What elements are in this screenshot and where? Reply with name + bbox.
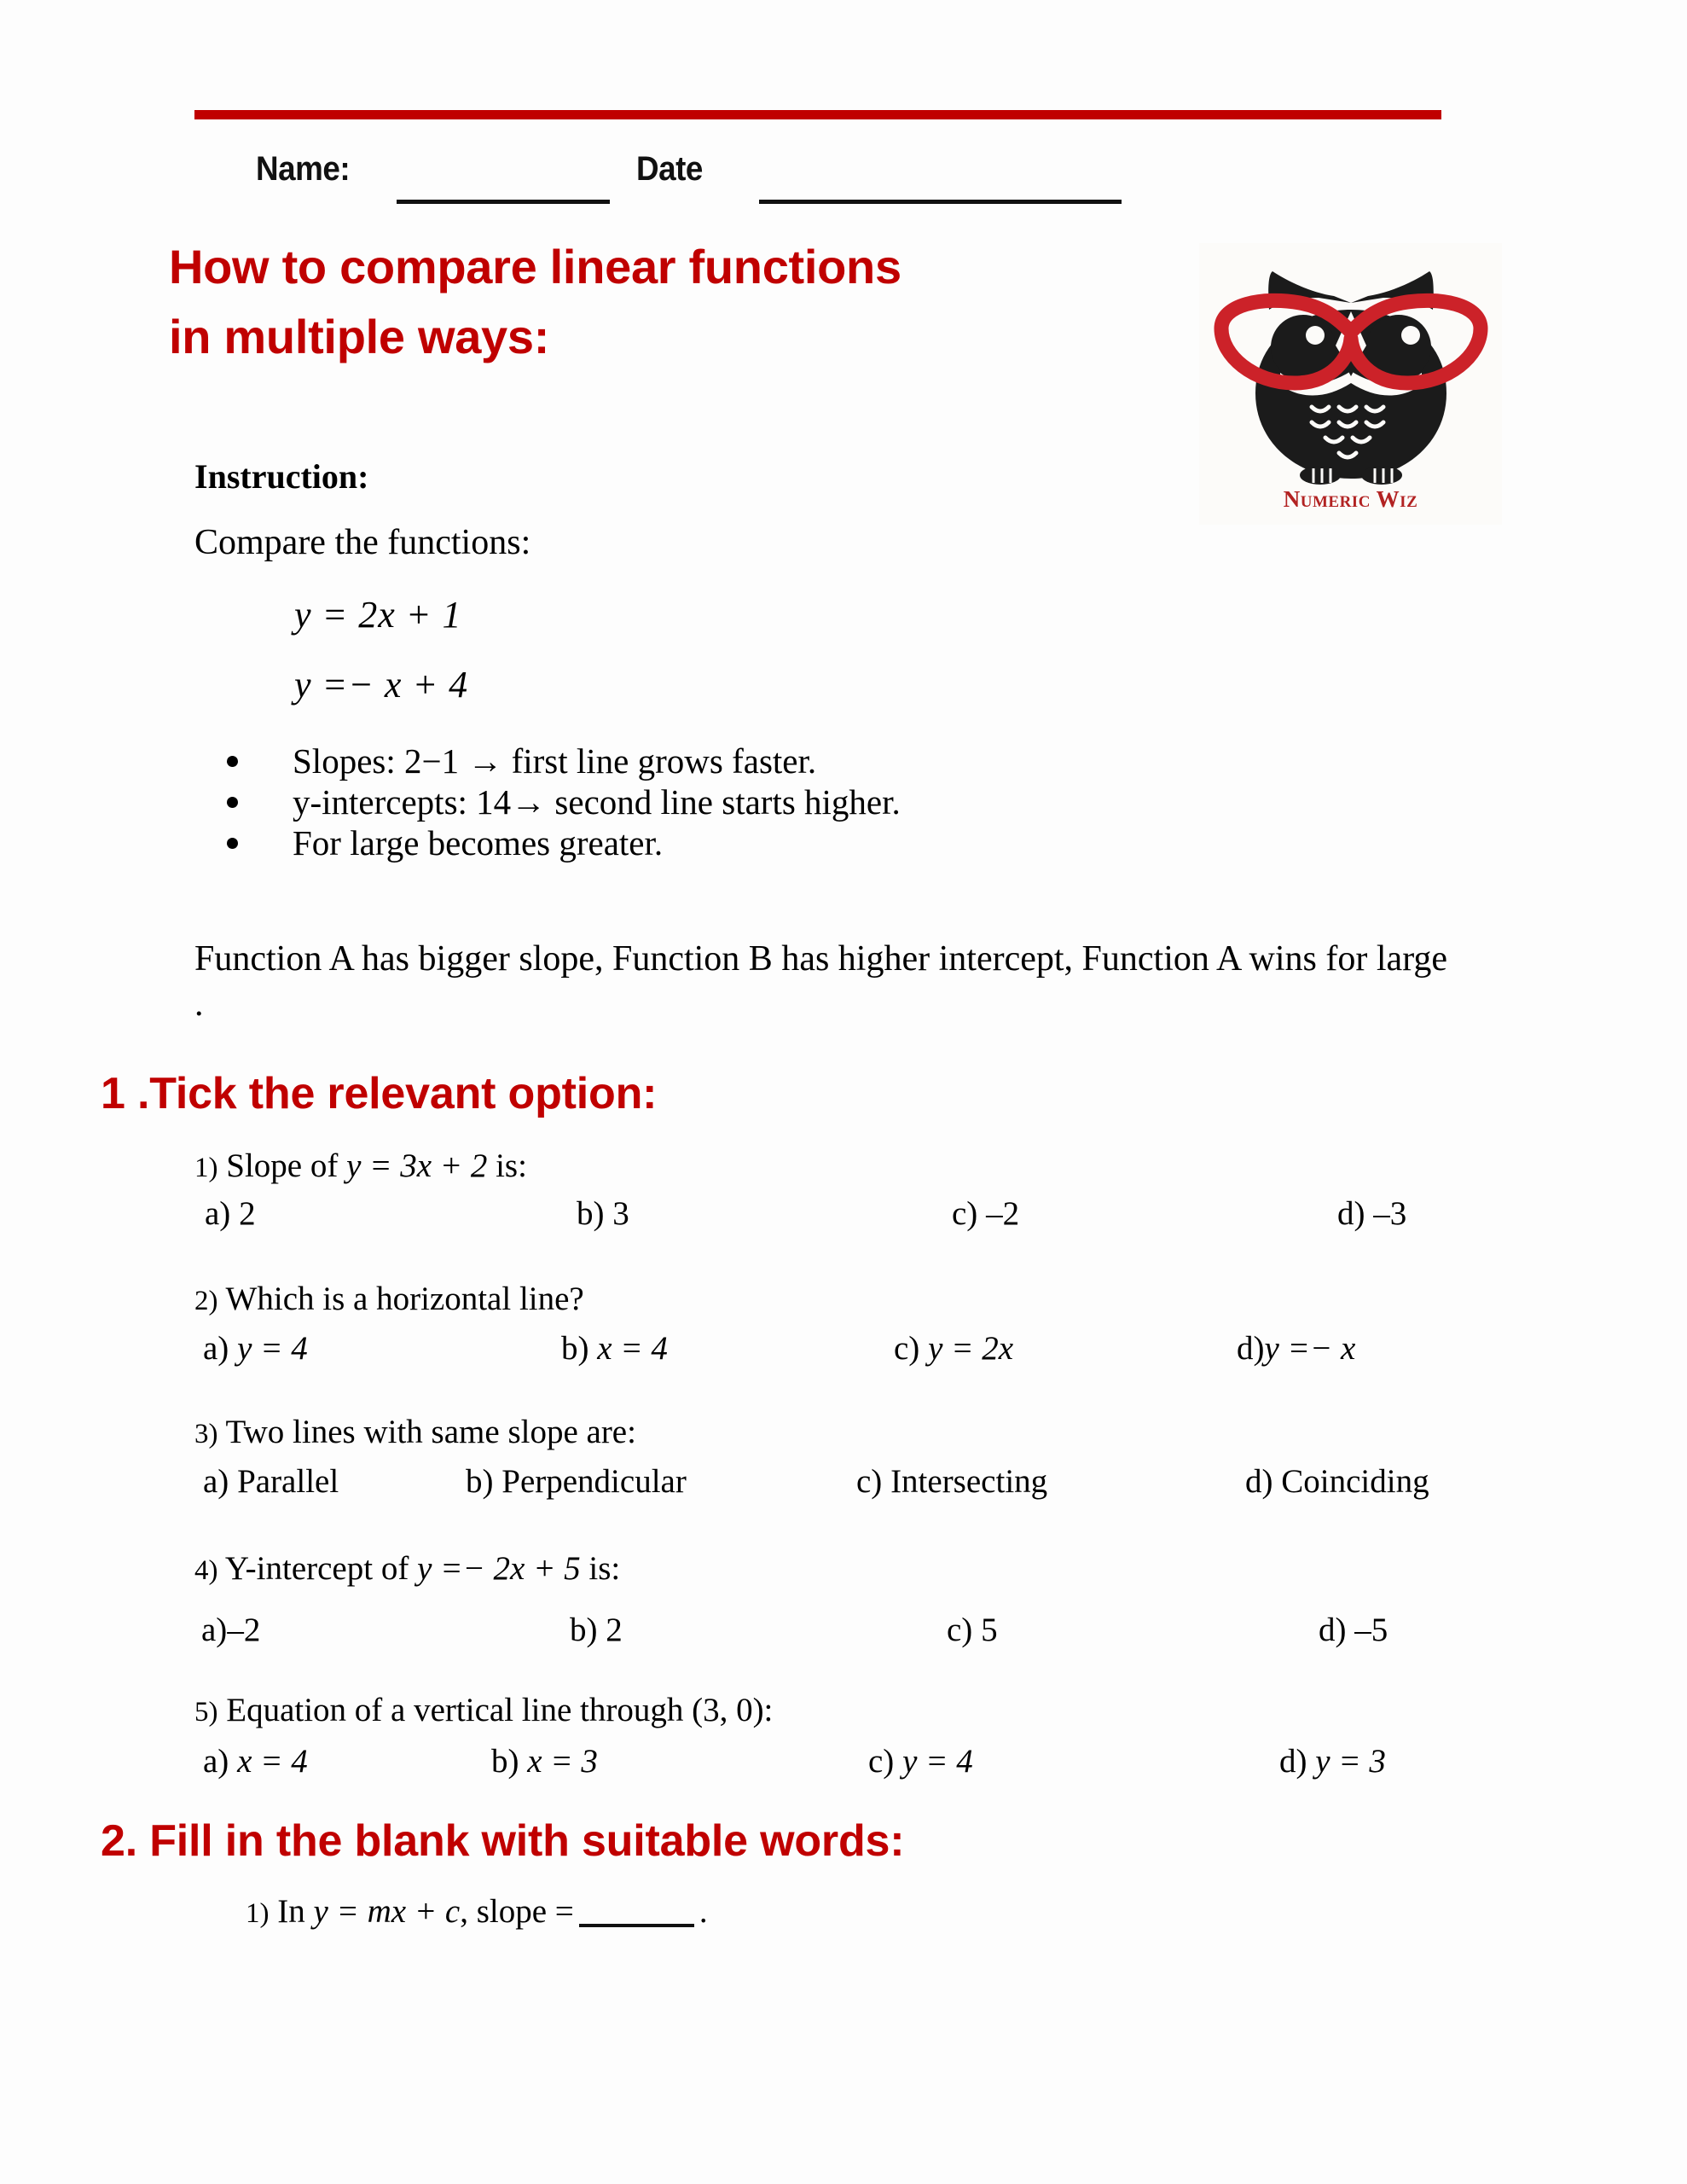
question-3-options — [194, 1462, 1474, 1512]
question-text: Two lines with same slope are: — [225, 1414, 636, 1450]
name-date-row — [256, 150, 1450, 210]
question-1 — [194, 1147, 527, 1185]
option-value: y = 4 — [902, 1743, 973, 1780]
fib-text-after: , slope = — [460, 1893, 574, 1930]
section-1-heading: 1 .Tick the relevant option: — [101, 1069, 658, 1118]
option-value: 2 — [606, 1612, 623, 1648]
question-5 — [194, 1691, 773, 1729]
option-a[interactable] — [203, 1462, 339, 1501]
option-value: Coinciding — [1281, 1463, 1429, 1500]
option-value: Intersecting — [890, 1463, 1048, 1500]
option-label: d) — [1237, 1330, 1265, 1367]
option-value: Parallel — [237, 1463, 339, 1500]
option-label: d) — [1337, 1195, 1365, 1232]
question-2-options — [194, 1329, 1474, 1379]
question-number: 3) — [194, 1419, 218, 1449]
option-value: y = 4 — [237, 1330, 308, 1367]
option-label: d) — [1279, 1743, 1307, 1780]
option-label: a) — [203, 1463, 229, 1500]
question-text: Y-intercept of — [224, 1550, 418, 1587]
option-c[interactable] — [894, 1329, 1013, 1368]
date-label: Date — [636, 150, 703, 188]
option-label: c) — [894, 1330, 920, 1367]
option-a[interactable] — [203, 1329, 308, 1368]
top-red-rule — [194, 110, 1441, 119]
option-label: a) — [203, 1330, 229, 1367]
instruction-heading: Instruction: — [194, 457, 369, 496]
option-value: Perpendicular — [501, 1463, 687, 1500]
bullet-text: y-intercepts: 14→ second line starts higher. — [293, 782, 901, 822]
section-2-heading: 2. Fill in the blank with suitable words: — [101, 1816, 905, 1866]
option-value: 3 — [612, 1195, 629, 1232]
question-4 — [194, 1549, 620, 1588]
option-value: y = 3 — [1315, 1743, 1386, 1780]
question-math: y =− 2x + 5 — [417, 1550, 581, 1587]
question-text: Slope of — [226, 1147, 347, 1184]
option-label: c) — [868, 1743, 895, 1780]
bullet-dot-icon — [227, 797, 238, 808]
date-write-line[interactable] — [759, 200, 1122, 204]
option-value: –2 — [227, 1612, 261, 1648]
option-value: x = 4 — [237, 1743, 308, 1780]
bullet-text: Slopes: 2−1 → first line grows faster. — [293, 741, 817, 781]
title-line-1: How to compare linear functions — [169, 240, 901, 293]
option-label: b) — [466, 1463, 494, 1500]
question-math: y = 3x + 2 — [346, 1147, 488, 1184]
question-1-options — [194, 1194, 1474, 1244]
question-number: 5) — [194, 1697, 218, 1728]
name-write-line[interactable] — [397, 200, 610, 204]
comparison-bullets — [220, 741, 1414, 863]
option-value: 5 — [981, 1612, 998, 1648]
option-value: –5 — [1354, 1612, 1388, 1648]
question-text-after: is: — [487, 1147, 527, 1184]
option-b[interactable] — [570, 1611, 623, 1649]
fib-text-end: . — [699, 1893, 708, 1930]
option-label: c) — [856, 1463, 883, 1500]
option-value: 2 — [239, 1195, 256, 1232]
fib-answer-blank[interactable] — [579, 1924, 694, 1927]
comparison-summary: Function A has bigger slope, Function B has higher intercept, Function A wins for large . — [194, 939, 1448, 1024]
compare-prompt: Compare the functions: — [194, 523, 531, 562]
option-label: b) — [577, 1195, 605, 1232]
question-text: Which is a horizontal line? — [225, 1281, 584, 1317]
fib-math: y = mx + c — [313, 1893, 461, 1930]
option-label: b) — [570, 1612, 598, 1648]
option-a[interactable] — [205, 1194, 256, 1233]
option-label: b) — [561, 1330, 589, 1367]
option-b[interactable] — [577, 1194, 629, 1233]
owl-icon — [1199, 243, 1502, 525]
question-number: 4) — [194, 1555, 218, 1586]
question-5-options — [194, 1742, 1474, 1792]
question-number: 1) — [194, 1153, 218, 1183]
option-value: –3 — [1373, 1195, 1407, 1232]
option-c[interactable] — [952, 1194, 1019, 1233]
question-3 — [194, 1413, 636, 1451]
option-value: x = 4 — [597, 1330, 668, 1367]
list-item — [220, 781, 1414, 822]
question-2 — [194, 1280, 584, 1318]
option-d[interactable] — [1279, 1742, 1386, 1780]
question-text: Equation of a vertical line through (3, 0): — [226, 1692, 774, 1728]
option-a[interactable] — [203, 1742, 308, 1780]
option-value: x = 3 — [527, 1743, 598, 1780]
option-label: c) — [952, 1195, 978, 1232]
option-label: d) — [1319, 1612, 1347, 1648]
question-number: 2) — [194, 1286, 218, 1316]
equation-2: y =− x + 4 — [294, 664, 469, 706]
logo-wordmark: Numeric Wiz — [1283, 486, 1418, 512]
fill-in-blank-1 — [246, 1892, 708, 1931]
question-number: 1) — [246, 1898, 270, 1929]
option-label: d) — [1245, 1463, 1273, 1500]
fib-text-before: In — [277, 1893, 314, 1930]
option-label: c) — [947, 1612, 973, 1648]
option-b[interactable] — [561, 1329, 668, 1368]
numeric-wiz-logo — [1199, 243, 1502, 525]
option-label: b) — [491, 1743, 519, 1780]
option-b[interactable] — [466, 1462, 687, 1501]
option-value: y =− x — [1264, 1330, 1356, 1367]
option-c[interactable] — [868, 1742, 973, 1780]
option-label: a) — [203, 1743, 229, 1780]
worksheet-title — [169, 232, 1175, 372]
title-line-2: in multiple ways: — [169, 310, 550, 363]
list-item — [220, 822, 1414, 863]
option-d[interactable] — [1245, 1462, 1429, 1501]
option-d[interactable] — [1237, 1329, 1355, 1368]
option-c[interactable] — [856, 1462, 1047, 1501]
option-d[interactable] — [1319, 1611, 1388, 1649]
list-item — [220, 741, 1414, 781]
question-4-options — [194, 1611, 1474, 1660]
name-label: Name: — [256, 150, 351, 188]
option-d[interactable] — [1337, 1194, 1406, 1233]
option-c[interactable] — [947, 1611, 998, 1649]
equation-1: y = 2x + 1 — [294, 594, 462, 636]
option-label: a) — [205, 1195, 231, 1232]
option-a[interactable] — [201, 1611, 260, 1649]
bullet-text: For large becomes greater. — [293, 823, 664, 863]
option-value: –2 — [986, 1195, 1020, 1232]
option-value: y = 2x — [928, 1330, 1013, 1367]
option-b[interactable] — [491, 1742, 598, 1780]
bullet-dot-icon — [227, 756, 238, 767]
bullet-dot-icon — [227, 838, 238, 849]
option-label: a) — [201, 1612, 228, 1648]
question-text-after: is: — [580, 1550, 621, 1587]
